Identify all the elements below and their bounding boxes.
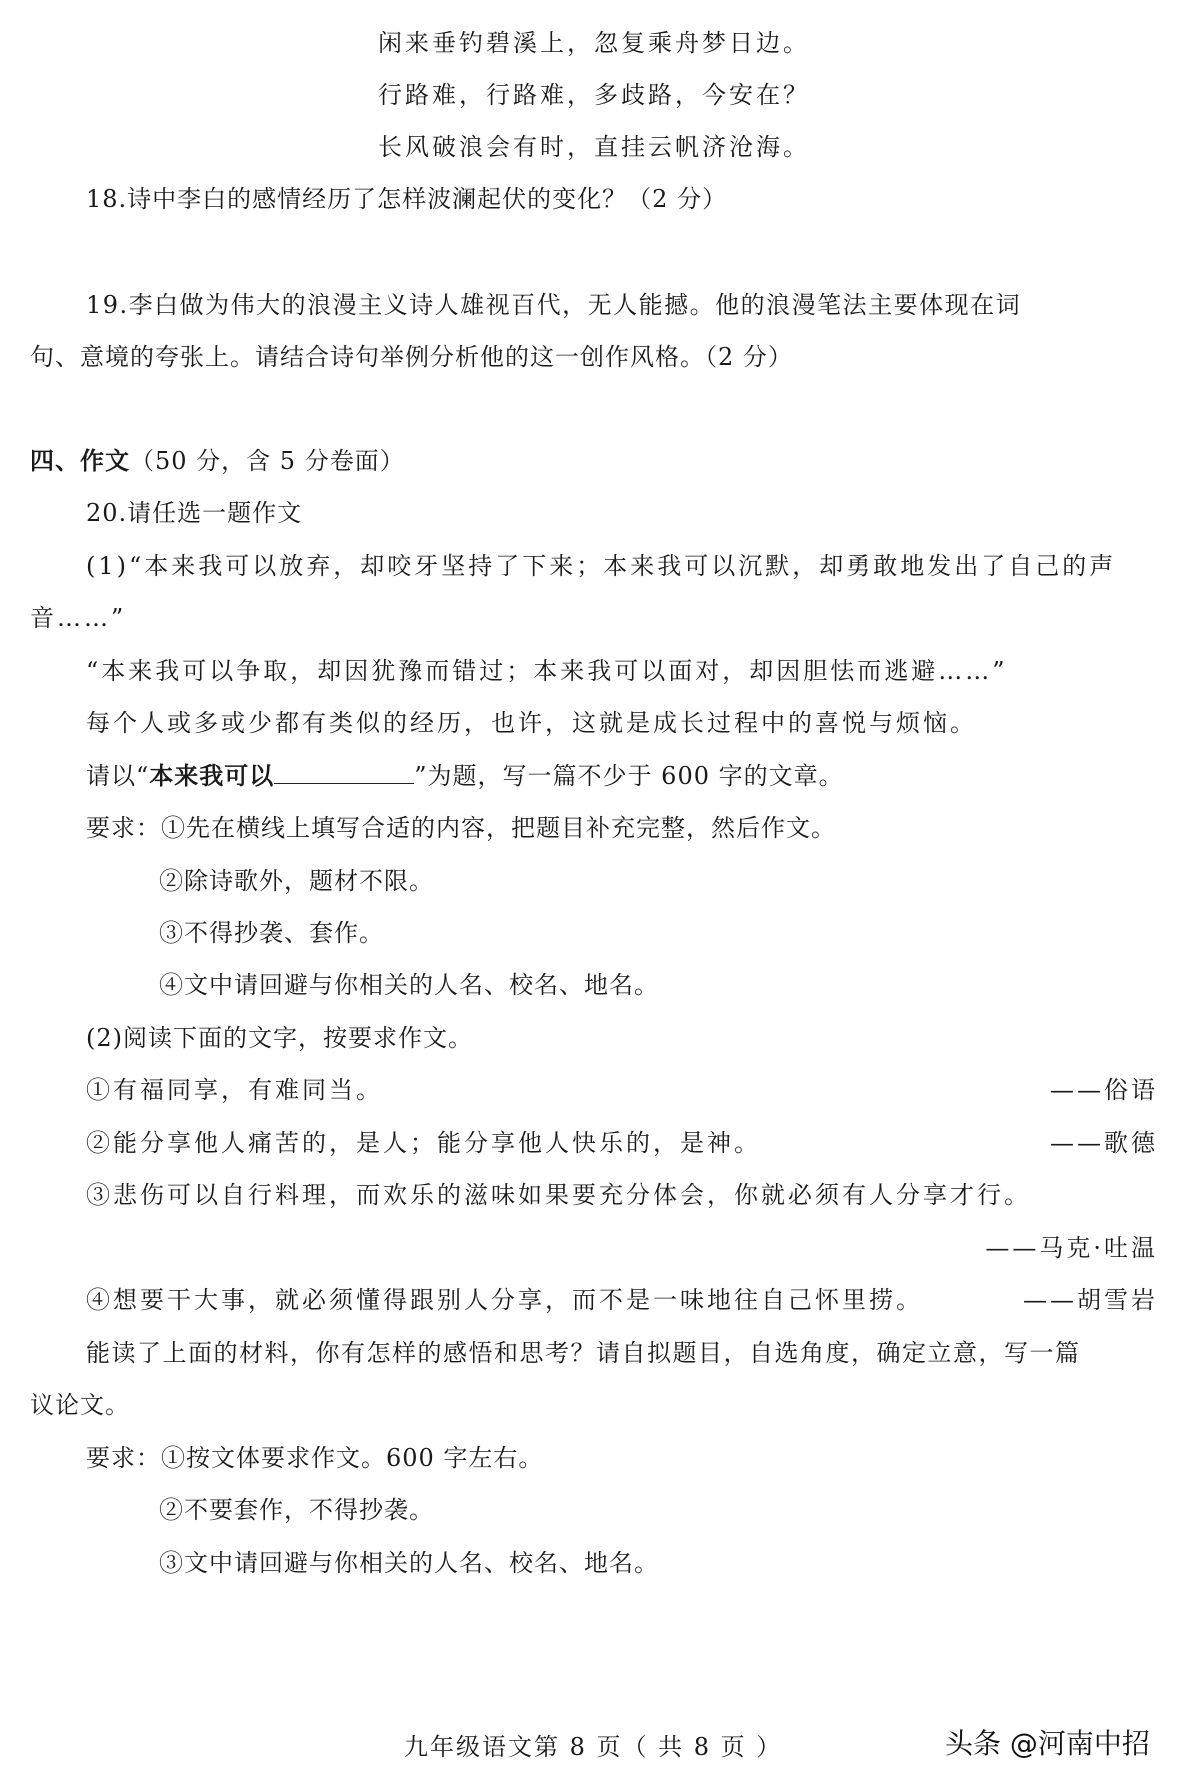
option1-line1: (1)“本来我可以放弃，却咬牙坚持了下来；本来我可以沉默，却勇敢地发出了自己的声 [86, 552, 1117, 580]
option1-requirement [86, 813, 836, 843]
question-19-line1: 19.李白做为伟大的浪漫主义诗人雄视百代，无人能撼。他的浪漫笔法主要体现在词 [86, 291, 1022, 319]
watermark: 头条 @河南中招 [945, 1727, 1150, 1760]
requirement-item: ①先在横线上填写合适的内容，把题目补充完整，然后作文。 [161, 814, 836, 842]
requirement-item: ④文中请回避与你相关的人名、校名、地名。 [159, 971, 659, 999]
option1-line4: 每个人或多或少都有类似的经历，也许，这就是成长过程中的喜悦与烦恼。 [86, 709, 977, 737]
requirement-item: ③不得抄袭、套作。 [159, 919, 384, 947]
quote-source: ——俗语 [1050, 1076, 1158, 1104]
page-footer: 九年级语文第 8 页（ 共 8 页 ） [404, 1733, 783, 1761]
requirement-label: 要求： [86, 1444, 161, 1472]
poem-line: 长风破浪会有时，直挂云帆济沧海。 [378, 133, 810, 161]
quote-text: ①有福同享，有难同当。 [86, 1076, 383, 1104]
option1-prompt [86, 761, 844, 791]
section-note: （50 分，含 5 分卷面） [130, 447, 405, 475]
quote-text: ④想要干大事，就必须懂得跟别人分享，而不是一味地往自己怀里捞。 [86, 1286, 923, 1314]
quote-source: ——胡雪岩 [1023, 1286, 1158, 1314]
requirement-item: ③文中请回避与你相关的人名、校名、地名。 [159, 1549, 659, 1577]
option2-intro: (2)阅读下面的文字，按要求作文。 [86, 1024, 473, 1052]
quote-source: ——马克·吐温 [985, 1234, 1158, 1262]
option2-task-line1: 能读了上面的材料，你有怎样的感悟和思考？请自拟题目，自选角度，确定立意，写一篇 [86, 1339, 1081, 1367]
quote-source: ——歌德 [1050, 1129, 1158, 1157]
requirement-item: ②除诗歌外，题材不限。 [159, 867, 434, 895]
requirement-item: ②不要套作，不得抄袭。 [159, 1496, 434, 1524]
question-19-line2: 句、意境的夸张上。请结合诗句举例分析他的这一创作风格。（2 分） [30, 343, 793, 371]
question-20: 20.请任选一题作文 [86, 499, 303, 527]
option2-task-line2: 议论文。 [30, 1391, 130, 1419]
section-title: 四、作文 [30, 446, 130, 475]
prompt-title: 本来我可以 [149, 761, 275, 790]
option1-line2: 音……” [30, 604, 127, 632]
poem-line: 闲来垂钓碧溪上，忽复乘舟梦日边。 [378, 29, 810, 57]
quote-text: ②能分享他人痛苦的，是人；能分享他人快乐的，是神。 [86, 1129, 761, 1157]
poem-line: 行路难，行路难，多歧路，今安在？ [378, 81, 810, 109]
requirement-item: ①按文体要求作文。600 字左右。 [161, 1444, 544, 1472]
section-4-heading [30, 446, 405, 476]
quote-text: ③悲伤可以自行料理，而欢乐的滋味如果要充分体会，你就必须有人分享才行。 [86, 1181, 1031, 1209]
option1-line3: “本来我可以争取，却因犹豫而错过；本来我可以面对，却因胆怯而逃避……” [86, 657, 1008, 685]
prompt-suffix: ”为题，写一篇不少于 600 字的文章。 [414, 762, 844, 790]
option2-requirement [86, 1443, 543, 1473]
title-blank-line [274, 761, 414, 784]
question-18: 18.诗中李白的感情经历了怎样波澜起伏的变化？（2 分） [86, 185, 728, 213]
requirement-label: 要求： [86, 814, 161, 842]
prompt-prefix: 请以“ [86, 762, 150, 790]
